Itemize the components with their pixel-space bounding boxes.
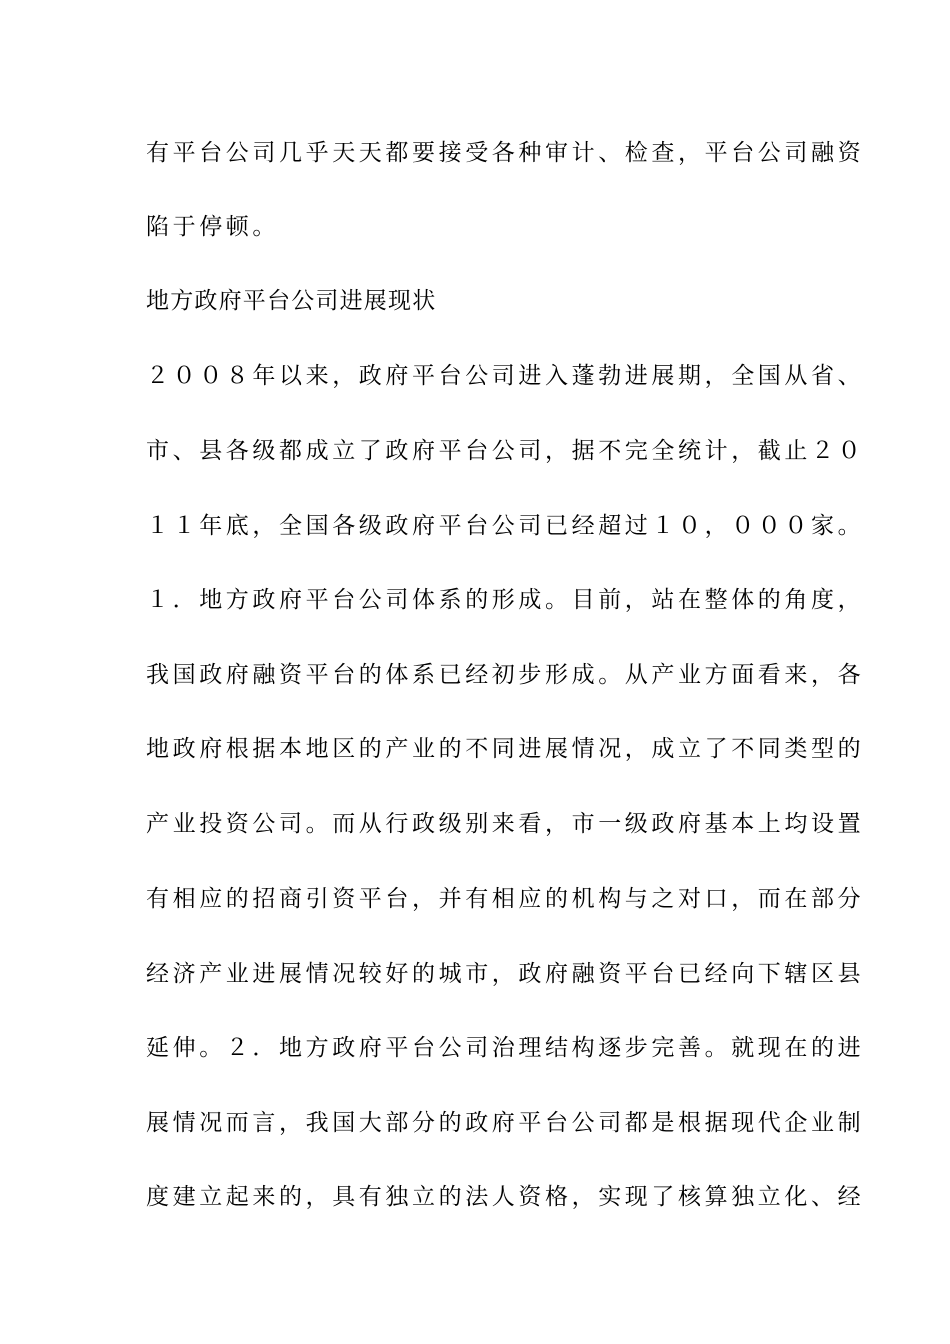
paragraph-line: １１年底，全国各级政府平台公司已经超过１０，０００家。 [146,513,865,539]
paragraph-line: ２００８年以来，政府平台公司进入蓬勃进展期，全国从省、 [146,363,865,389]
paragraph-line: １．地方政府平台公司体系的形成。目前，站在整体的角度， [146,587,865,613]
paragraph-line: 度建立起来的，具有独立的法人资格，实现了核算独立化、经 [146,1184,865,1210]
paragraph-line: 我国政府融资平台的体系已经初步形成。从产业方面看来，各 [146,662,865,688]
paragraph-line: 产业投资公司。而从行政级别来看，市一级政府基本上均设置 [146,811,865,837]
paragraph-line: 延伸。２．地方政府平台公司治理结构逐步完善。就现在的进 [146,1035,865,1061]
paragraph-line: 市、县各级都成立了政府平台公司，据不完全统计，截止２０ [146,438,865,464]
paragraph-line: 有平台公司几乎天天都要接受各种审计、检查，平台公司融资 [146,140,865,166]
section-heading: 地方政府平台公司进展现状 [146,288,437,314]
paragraph-line: 陷于停顿。 [146,214,279,240]
paragraph-line: 地政府根据本地区的产业的不同进展情况，成立了不同类型的 [146,736,865,762]
paragraph-line: 经济产业进展情况较好的城市，政府融资平台已经向下辖区县 [146,961,865,987]
paragraph-line: 有相应的招商引资平台，并有相应的机构与之对口，而在部分 [146,886,865,912]
paragraph-line: 展情况而言，我国大部分的政府平台公司都是根据现代企业制 [146,1110,865,1136]
